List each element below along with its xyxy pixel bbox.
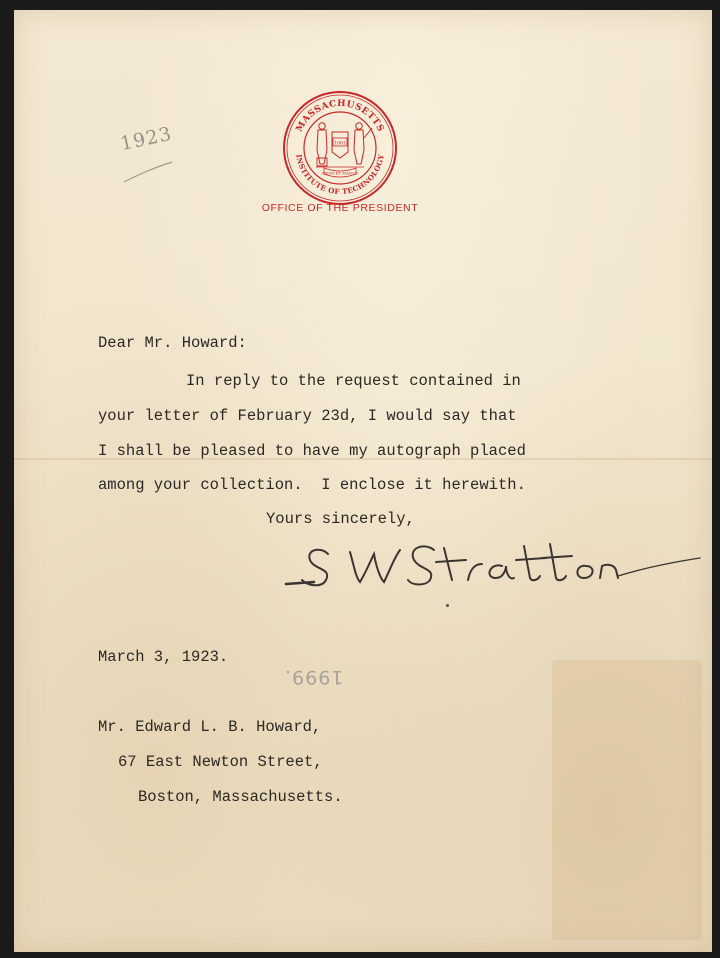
svg-text:MENS ET MANUS: MENS ET MANUS <box>321 170 359 176</box>
svg-text:MASSACHUSETTS: MASSACHUSETTS <box>294 98 386 134</box>
body-line-2: your letter of February 23d, I would say that <box>98 407 517 425</box>
pencil-year-note: 1923 <box>118 122 175 156</box>
pencil-stroke <box>122 160 174 184</box>
letter-date: March 3, 1923. <box>98 648 229 666</box>
paper-stain <box>552 660 702 940</box>
office-of-president-heading: OFFICE OF THE PRESIDENT <box>261 202 419 214</box>
mit-seal <box>280 88 400 208</box>
address-line-1: Mr. Edward L. B. Howard, <box>98 718 322 736</box>
closing: Yours sincerely, <box>266 510 415 528</box>
body-line-1: In reply to the request contained in <box>186 372 521 390</box>
ink-dot <box>446 604 449 607</box>
pencil-number-note: 1999. <box>284 666 344 688</box>
svg-text:1861: 1861 <box>334 141 346 147</box>
body-line-3: I shall be pleased to have my autograph placed <box>98 442 526 460</box>
address-line-3: Boston, Massachusetts. <box>138 788 343 806</box>
address-line-2: 67 East Newton Street, <box>118 753 323 771</box>
salutation: Dear Mr. Howard: <box>98 334 247 352</box>
body-line-4: among your collection. I enclose it herewith. <box>98 476 526 494</box>
letter-page <box>14 10 712 952</box>
svg-text:INSTITUTE OF TECHNOLOGY: INSTITUTE OF TECHNOLOGY <box>294 153 386 197</box>
signature <box>284 532 704 602</box>
